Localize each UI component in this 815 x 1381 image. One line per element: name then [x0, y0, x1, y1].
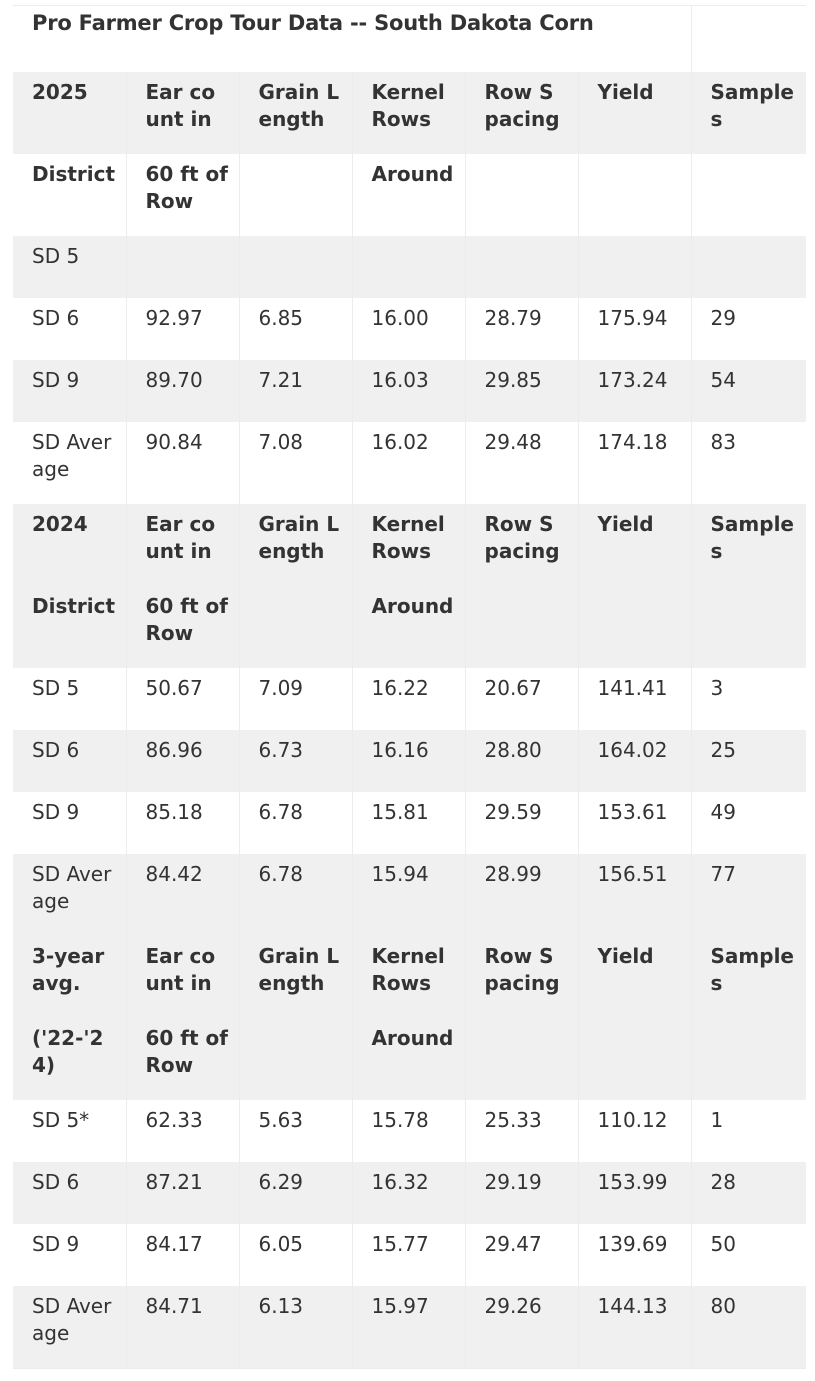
table-row-average — [13, 422, 806, 504]
column-header: Kernel Rows — [352, 936, 465, 1018]
column-header: Ear count in — [126, 72, 239, 154]
year-label: 2025 — [13, 72, 126, 154]
value-cell: 28.80 — [465, 730, 578, 792]
value-cell: 29.47 — [465, 1224, 578, 1286]
district-cell: SD 9 — [13, 360, 126, 422]
column-header: Yield — [578, 72, 691, 154]
value-cell: 29.26 — [465, 1286, 578, 1369]
column-subheader — [465, 1018, 578, 1100]
column-subheader — [691, 1018, 806, 1100]
column-subheader: Around — [352, 586, 465, 668]
crop-tour-table — [13, 5, 806, 1369]
table-row — [13, 792, 806, 854]
value-cell: 153.99 — [578, 1162, 691, 1224]
district-cell: SD 6 — [13, 298, 126, 360]
value-cell: 86.96 — [126, 730, 239, 792]
value-cell: 28.79 — [465, 298, 578, 360]
title-row — [13, 6, 806, 73]
value-cell: 29.59 — [465, 792, 578, 854]
value-cell: 77 — [691, 854, 806, 936]
column-subheader — [465, 586, 578, 668]
column-subheader — [578, 586, 691, 668]
value-cell: 50.67 — [126, 668, 239, 730]
column-header: Yield — [578, 936, 691, 1018]
value-cell: 6.78 — [239, 854, 352, 936]
value-cell — [239, 236, 352, 298]
value-cell: 16.16 — [352, 730, 465, 792]
column-subheader: 60 ft of Row — [126, 1018, 239, 1100]
value-cell: 62.33 — [126, 1100, 239, 1162]
value-cell: 85.18 — [126, 792, 239, 854]
district-cell: SD 6 — [13, 1162, 126, 1224]
value-cell: 7.08 — [239, 422, 352, 504]
value-cell: 20.67 — [465, 668, 578, 730]
value-cell: 173.24 — [578, 360, 691, 422]
column-header: Row Spacing — [465, 936, 578, 1018]
value-cell: 54 — [691, 360, 806, 422]
value-cell: 84.17 — [126, 1224, 239, 1286]
value-cell: 29.19 — [465, 1162, 578, 1224]
column-header: Ear count in — [126, 936, 239, 1018]
value-cell: 175.94 — [578, 298, 691, 360]
value-cell: 90.84 — [126, 422, 239, 504]
column-subheader — [239, 154, 352, 236]
column-header: Grain Length — [239, 72, 352, 154]
value-cell: 29 — [691, 298, 806, 360]
table-row — [13, 730, 806, 792]
column-header: Yield — [578, 504, 691, 586]
value-cell: 50 — [691, 1224, 806, 1286]
value-cell: 139.69 — [578, 1224, 691, 1286]
value-cell: 89.70 — [126, 360, 239, 422]
district-cell: SD 5 — [13, 668, 126, 730]
section-2024-subheader-row — [13, 586, 806, 668]
column-header: Samples — [691, 936, 806, 1018]
district-label: ('22-'24) — [13, 1018, 126, 1100]
year-label: 2024 — [13, 504, 126, 586]
value-cell: 84.71 — [126, 1286, 239, 1369]
value-cell: 141.41 — [578, 668, 691, 730]
table-title: Pro Farmer Crop Tour Data -- South Dakota Corn — [13, 6, 691, 73]
value-cell: 6.73 — [239, 730, 352, 792]
district-label: District — [13, 586, 126, 668]
district-cell: SD 5* — [13, 1100, 126, 1162]
value-cell: 29.85 — [465, 360, 578, 422]
value-cell — [578, 236, 691, 298]
table-row — [13, 1100, 806, 1162]
value-cell: 3 — [691, 668, 806, 730]
value-cell: 110.12 — [578, 1100, 691, 1162]
district-cell: SD 9 — [13, 1224, 126, 1286]
district-cell: SD 6 — [13, 730, 126, 792]
value-cell: 16.22 — [352, 668, 465, 730]
column-subheader — [578, 1018, 691, 1100]
value-cell: 6.29 — [239, 1162, 352, 1224]
year-label: 3-year avg. — [13, 936, 126, 1018]
value-cell: 153.61 — [578, 792, 691, 854]
value-cell: 92.97 — [126, 298, 239, 360]
value-cell: 6.78 — [239, 792, 352, 854]
value-cell: 15.78 — [352, 1100, 465, 1162]
table-row-average — [13, 854, 806, 936]
district-cell: SD Average — [13, 422, 126, 504]
table-row — [13, 236, 806, 298]
column-subheader — [691, 154, 806, 236]
table-row — [13, 1162, 806, 1224]
column-header: Row Spacing — [465, 72, 578, 154]
column-subheader — [239, 1018, 352, 1100]
column-subheader — [691, 586, 806, 668]
column-header: Samples — [691, 72, 806, 154]
value-cell: 7.09 — [239, 668, 352, 730]
section-2024-header-row — [13, 504, 806, 586]
value-cell: 15.97 — [352, 1286, 465, 1369]
column-header: Samples — [691, 504, 806, 586]
value-cell: 16.32 — [352, 1162, 465, 1224]
value-cell: 156.51 — [578, 854, 691, 936]
value-cell: 15.81 — [352, 792, 465, 854]
value-cell: 16.00 — [352, 298, 465, 360]
value-cell: 16.02 — [352, 422, 465, 504]
column-subheader: Around — [352, 1018, 465, 1100]
district-label: District — [13, 154, 126, 236]
value-cell — [126, 236, 239, 298]
value-cell: 1 — [691, 1100, 806, 1162]
district-cell: SD Average — [13, 854, 126, 936]
value-cell: 144.13 — [578, 1286, 691, 1369]
column-header: Kernel Rows — [352, 72, 465, 154]
table-row-average — [13, 1286, 806, 1369]
value-cell: 29.48 — [465, 422, 578, 504]
value-cell: 49 — [691, 792, 806, 854]
column-header: Kernel Rows — [352, 504, 465, 586]
district-cell: SD 9 — [13, 792, 126, 854]
value-cell: 84.42 — [126, 854, 239, 936]
value-cell — [691, 236, 806, 298]
value-cell: 83 — [691, 422, 806, 504]
value-cell — [352, 236, 465, 298]
value-cell: 28 — [691, 1162, 806, 1224]
value-cell: 6.05 — [239, 1224, 352, 1286]
value-cell: 6.85 — [239, 298, 352, 360]
value-cell: 6.13 — [239, 1286, 352, 1369]
table-body — [13, 6, 806, 1369]
district-cell: SD Average — [13, 1286, 126, 1369]
value-cell: 25 — [691, 730, 806, 792]
title-empty-cell — [691, 6, 806, 73]
column-header: Grain Length — [239, 936, 352, 1018]
table-row — [13, 360, 806, 422]
value-cell: 80 — [691, 1286, 806, 1369]
column-subheader: Around — [352, 154, 465, 236]
column-subheader: 60 ft of Row — [126, 586, 239, 668]
table-row — [13, 1224, 806, 1286]
value-cell: 5.63 — [239, 1100, 352, 1162]
value-cell: 28.99 — [465, 854, 578, 936]
value-cell: 16.03 — [352, 360, 465, 422]
column-header: Grain Length — [239, 504, 352, 586]
section-3-year-avg-header-row — [13, 936, 806, 1018]
column-subheader: 60 ft of Row — [126, 154, 239, 236]
column-subheader — [239, 586, 352, 668]
table-row — [13, 668, 806, 730]
value-cell: 164.02 — [578, 730, 691, 792]
column-subheader — [578, 154, 691, 236]
column-header: Ear count in — [126, 504, 239, 586]
column-header: Row Spacing — [465, 504, 578, 586]
table-row — [13, 298, 806, 360]
value-cell: 87.21 — [126, 1162, 239, 1224]
value-cell: 7.21 — [239, 360, 352, 422]
value-cell: 25.33 — [465, 1100, 578, 1162]
value-cell — [465, 236, 578, 298]
column-subheader — [465, 154, 578, 236]
section-3-year-avg-subheader-row — [13, 1018, 806, 1100]
section-2025-subheader-row — [13, 154, 806, 236]
value-cell: 15.94 — [352, 854, 465, 936]
value-cell: 15.77 — [352, 1224, 465, 1286]
section-2025-header-row — [13, 72, 806, 154]
district-cell: SD 5 — [13, 236, 126, 298]
value-cell: 174.18 — [578, 422, 691, 504]
